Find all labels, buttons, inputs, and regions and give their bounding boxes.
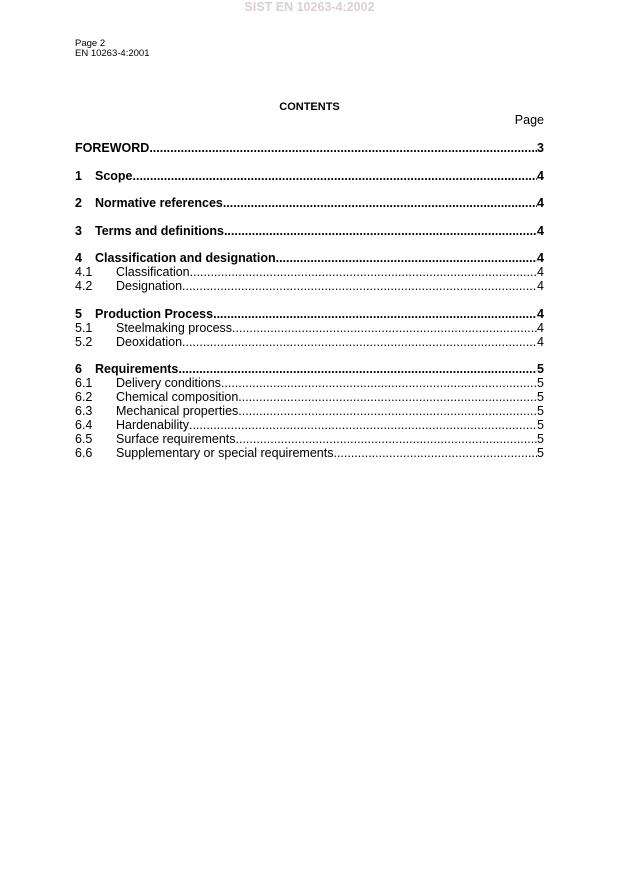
page-header [75,39,149,59]
toc-entry-page: 4 [537,279,544,293]
toc-entry-foreword [75,141,544,155]
contents-heading: CONTENTS [279,101,340,113]
toc-entry-number: 4.1 [75,265,93,279]
toc-entry-page: 5 [537,362,544,376]
toc-entry-title: Surface requirements [116,432,236,446]
toc-entry-4-2 [75,279,544,293]
toc-entry-number: 1 [75,168,82,183]
toc-entry-title: Mechanical properties [116,404,239,418]
toc-entry-page: 4 [537,196,544,210]
dot-leader [178,362,537,376]
toc-entry-6 [75,362,544,376]
toc-entry-page: 4 [537,320,544,335]
toc-entry-2 [75,196,544,210]
toc-entry-number: 6 [75,362,82,376]
toc-entry-title: Chemical composition [116,390,239,404]
toc-entry-page: 4 [537,334,544,349]
toc-entry-6-6 [75,446,544,460]
toc-entry-title: Delivery conditions [116,376,221,390]
toc-entry-page: 5 [537,446,544,460]
dot-leader [232,321,537,335]
toc-entry-page: 4 [537,265,544,279]
toc-entry-number: 4.2 [75,279,93,293]
toc-entry-title: Steelmaking process [116,320,233,335]
dot-leader [276,251,537,265]
toc-entry-page: 3 [537,141,544,155]
toc-entry-6-2 [75,390,544,404]
dot-leader [221,376,537,390]
dot-leader [333,446,537,460]
toc-entry-number: 4 [75,251,82,265]
dot-leader [182,279,537,293]
toc-entry-title: FOREWORD [75,141,150,155]
dot-leader [238,404,537,418]
toc-entry-page: 4 [537,306,544,321]
dot-leader [236,432,538,446]
toc-entry-number: 2 [75,196,82,210]
toc-entry-6-4 [75,418,544,432]
toc-entry-title: Requirements [95,362,179,376]
toc-entry-title: Deoxidation [116,334,183,349]
toc-entry-1 [75,169,544,183]
dot-leader [223,196,537,210]
toc-entry-number: 6.6 [75,446,93,460]
toc-entry-6-5 [75,432,544,446]
toc-entry-page: 5 [537,432,544,446]
dot-leader [189,418,537,432]
dot-leader [238,390,537,404]
table-of-contents [75,141,544,460]
toc-entry-title: Designation [116,279,183,293]
toc-entry-title: Supplementary or special requirements [116,446,334,460]
toc-entry-number: 5.2 [75,334,93,349]
page-number: Page 2 [75,38,106,49]
dot-leader [213,307,537,321]
toc-entry-page: 4 [537,168,544,183]
toc-entry-page: 5 [537,390,544,404]
dot-leader [182,335,537,349]
toc-entry-page: 5 [537,376,544,390]
toc-entry-title: Hardenability [116,418,189,432]
toc-entry-number: 6.4 [75,418,93,432]
toc-entry-4 [75,251,544,265]
toc-entry-title: Production Process [95,306,214,321]
watermark: SIST EN 10263-4:2002 [244,0,375,14]
toc-entry-6-3 [75,404,544,418]
toc-entry-title: Normative references [95,196,223,210]
toc-entry-3 [75,224,544,238]
dot-leader [149,141,537,155]
toc-entry-title: Terms and definitions [95,223,224,238]
dot-leader [133,169,538,183]
toc-entry-number: 3 [75,223,82,238]
toc-entry-title: Scope [95,168,133,183]
toc-entry-page: 5 [537,418,544,432]
dot-leader [224,224,537,238]
toc-entry-number: 6.3 [75,404,93,418]
toc-entry-number: 6.1 [75,376,93,390]
toc-entry-5 [75,307,544,321]
toc-entry-5-1 [75,321,544,335]
toc-entry-page: 4 [537,251,544,265]
toc-entry-number: 5 [75,306,82,321]
toc-entry-title: Classification and designation [95,251,276,265]
toc-entry-5-2 [75,335,544,349]
toc-entry-number: 5.1 [75,320,93,335]
toc-entry-4-1 [75,265,544,279]
dot-leader [190,265,537,279]
toc-entry-number: 6.5 [75,432,93,446]
toc-entry-title: Classification [116,265,190,279]
toc-entry-page: 5 [537,404,544,418]
page-column-label: Page [514,113,544,127]
toc-entry-6-1 [75,376,544,390]
document-id: EN 10263-4:2001 [75,48,150,59]
toc-entry-page: 4 [537,223,544,238]
toc-entry-number: 6.2 [75,390,93,404]
